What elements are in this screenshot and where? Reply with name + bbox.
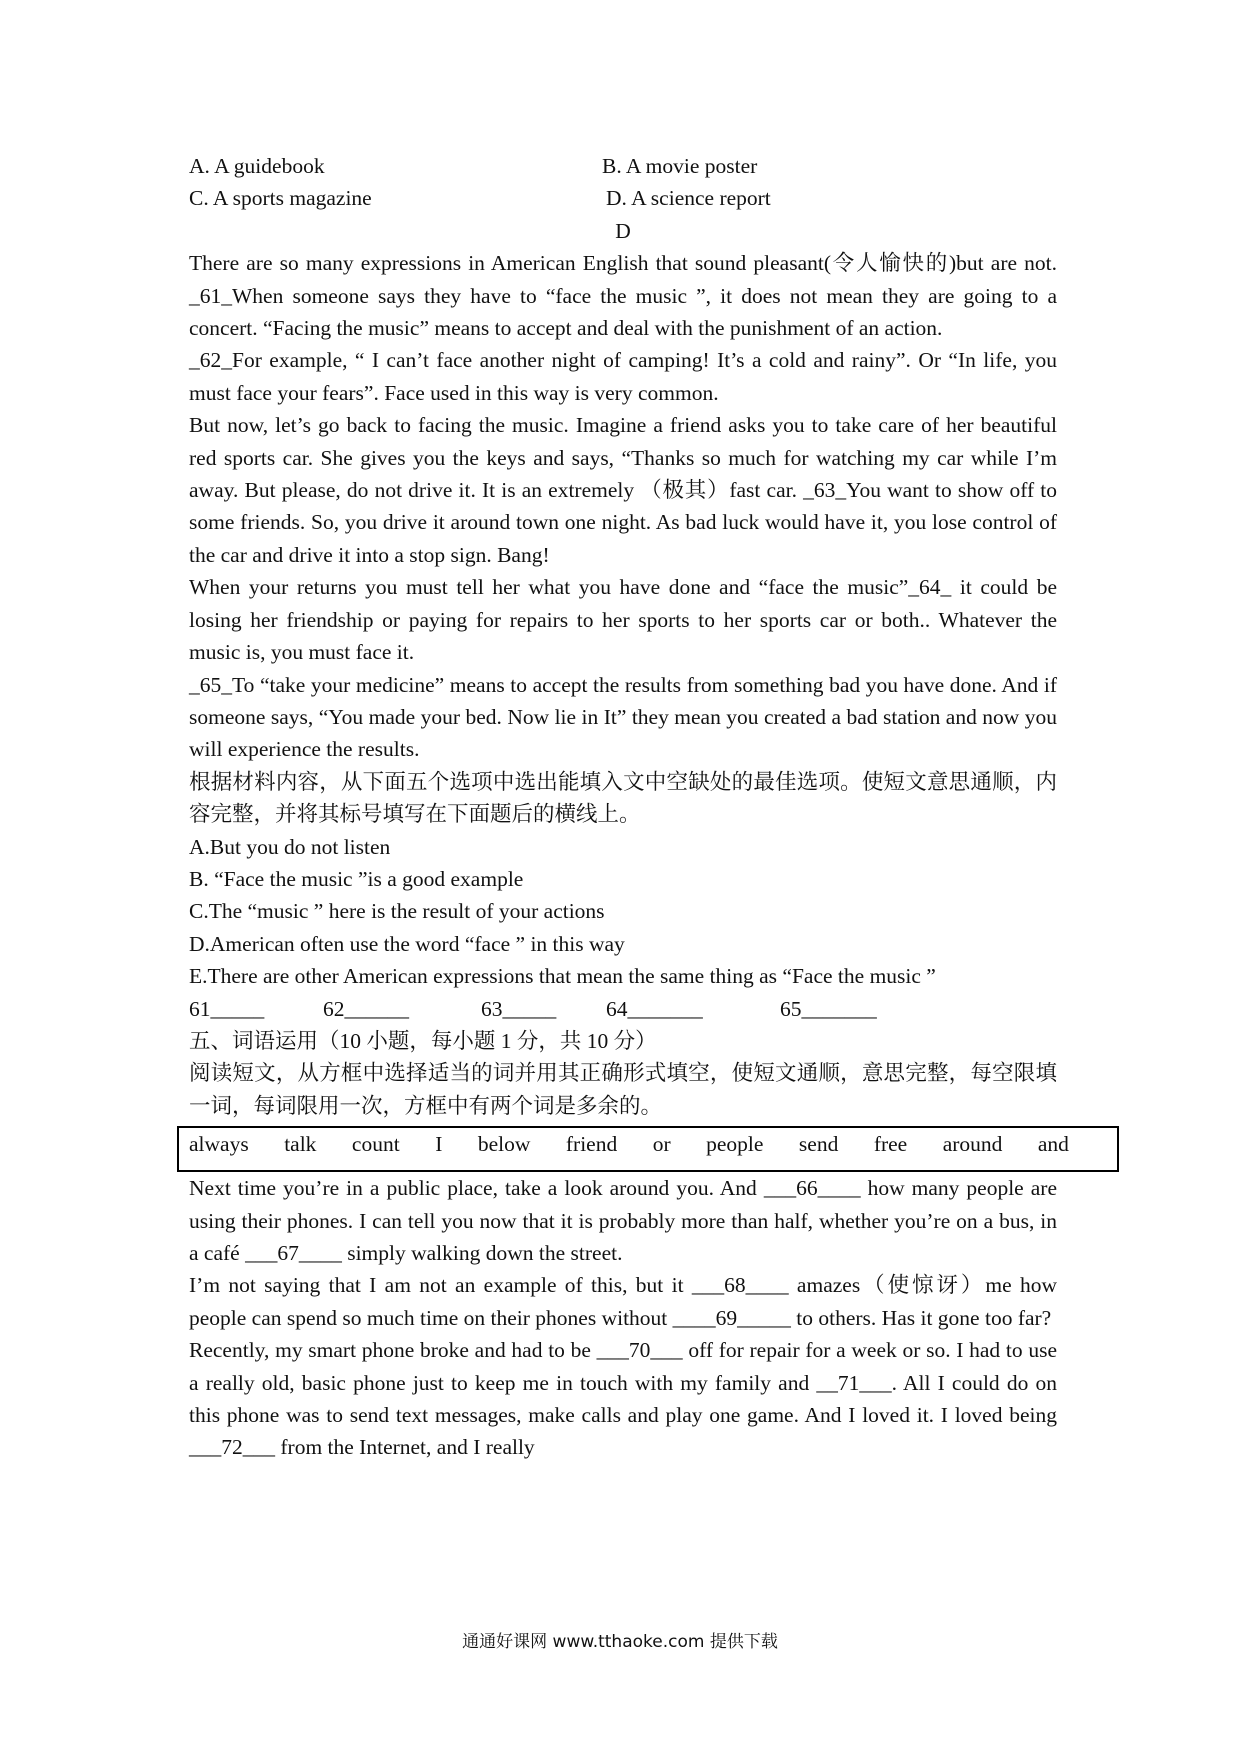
passage-paragraph: _62_For example, “ I can’t face another night of camping! It’s a cold and rainy”. Or “In life, you must face your fears”. Face used in this way is very common. — [189, 348, 1057, 405]
word-box-item: talk — [284, 1132, 317, 1157]
word-box-item: count — [351, 1132, 400, 1157]
passage-paragraph: When your returns you must tell her what you have done and “face the music”_64_ it could be losing her friendship or paying for repairs to her sports to her sports car or both.. Whatever the music is, you must face it. — [189, 575, 1057, 665]
option-row — [189, 182, 1057, 214]
word-box-item: or — [652, 1132, 671, 1157]
word-box-item: below — [477, 1132, 531, 1157]
word-box-item: free — [873, 1132, 908, 1157]
answer-option: D.American often use the word “face ” in this way — [189, 931, 625, 956]
answer-blanks — [189, 993, 1057, 1025]
answer-blank: 63_____ — [481, 996, 557, 1021]
word-box-item: friend — [565, 1132, 618, 1157]
word-box-item: people — [706, 1132, 764, 1157]
answer-option: E.There are other American expressions that mean the same thing as “Face the music ” — [189, 964, 936, 989]
answer-blank: 61_____ — [189, 996, 265, 1021]
option-row — [189, 150, 1057, 182]
passage-paragraph: Recently, my smart phone broke and had to be ___70___ off for repair for a week or so. I had to use a really old, basic phone just to keep me in touch with my family and __71___. All I could do on this phone was to send text messages, make calls and play one game. And I loved it. I loved being ___72___ from the Internet, and I really — [189, 1338, 1057, 1460]
option-a: A. A guidebook — [189, 154, 325, 178]
answer-option: A.But you do not listen — [189, 834, 391, 859]
answer-option: C.The “music ” here is the result of your actions — [189, 899, 605, 924]
option-b: B. A movie poster — [602, 154, 758, 178]
document-page — [189, 150, 1069, 1464]
task-instruction: 根据材料内容，从下面五个选项中选出能填入文中空缺处的最佳选项。使短文意思通顺，内容完整，并将其标号填写在下面题后的横线上。 — [189, 769, 1057, 827]
option-c: C. A sports magazine — [189, 186, 372, 211]
passage-paragraph: Next time you’re in a public place, take a look around you. And ___66____ how many people are using their phones. I can tell you now that it is probably more than half, whether you’re on a bus, in a café ___67____ simply walking down the street. — [189, 1176, 1057, 1265]
answer-blank: 64_______ — [606, 996, 703, 1021]
passage-paragraph: I’m not saying that I am not an example of this, but it ___68____ amazes（使惊讶）me how people can spend so much time on their phones without ____69_____ to others. Has it gone too far? — [189, 1273, 1057, 1330]
word-box-item: and — [1037, 1132, 1069, 1157]
word-box-item: always — [189, 1132, 249, 1157]
section-heading: 五、词语运用（10 小题，每小题 1 分，共 10 分） — [189, 1028, 657, 1053]
answer-option: B. “Face the music ”is a good example — [189, 866, 524, 891]
page-footer: 通通好课网 www.tthaoke.com 提供下载 — [462, 1632, 778, 1652]
passage-paragraph: But now, let’s go back to facing the music. Imagine a friend asks you to take care of her beautiful red sports car. She gives you the keys and says, “Thanks so much for watching my car while I’m away. But please, do not drive it. It is an extremely （极其）fast car. _63_You want to show off to some friends. So, you drive it around town one night. As bad luck would have it, you lose control of the car and drive it into a stop sign. Bang! — [189, 413, 1057, 567]
option-d: D. A science report — [606, 186, 771, 211]
answer-blank: 62______ — [323, 996, 409, 1021]
passage-paragraph: _65_To “take your medicine” means to accept the results from something bad you have done. And if someone says, “You made your bed. Now lie in It” they mean you created a bad station and now you will experience the results. — [189, 672, 1057, 762]
passage-paragraph: There are so many expressions in American English that sound pleasant(令人愉快的)but are not. _61_When someone says they have to “face the music ”, it does not mean they are going to a concert. “Facing the music” means to accept and deal with the punishment of an action. — [189, 251, 1057, 341]
word-box-item: send — [798, 1132, 839, 1157]
word-box — [177, 1126, 1119, 1172]
task-instruction: 阅读短文，从方框中选择适当的词并用其正确形式填空，使短文通顺，意思完整，每空限填一词，每词限用一次，方框中有两个词是多余的。 — [189, 1061, 1057, 1118]
word-box-item: around — [942, 1132, 1003, 1157]
answer-blank: 65_______ — [780, 996, 877, 1021]
section-letter: D — [615, 218, 631, 243]
word-box-item: I — [435, 1132, 443, 1157]
